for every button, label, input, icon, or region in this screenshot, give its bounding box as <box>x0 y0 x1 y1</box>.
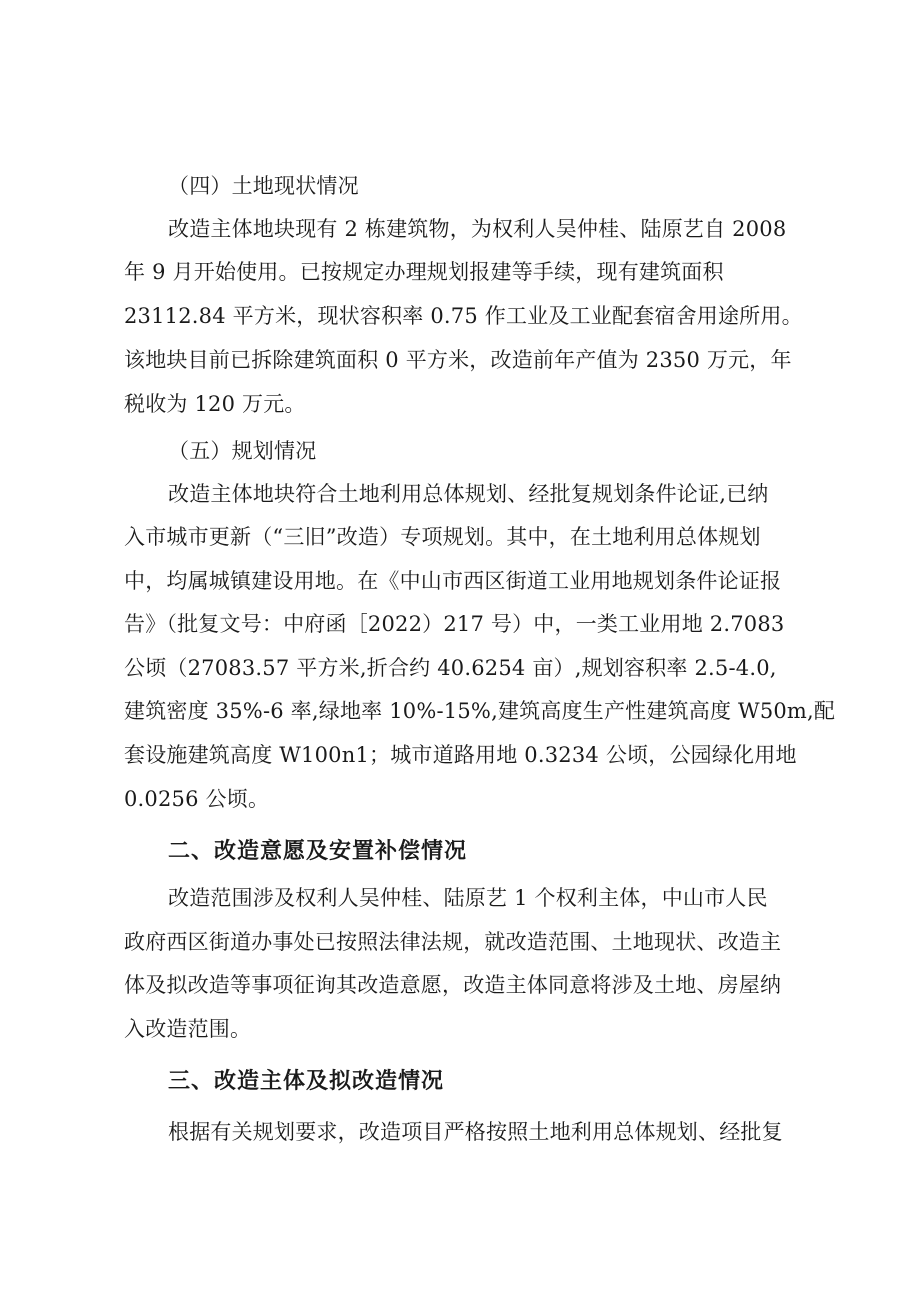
text-line: 入市城市更新（“三旧”改造）专项规划。其中，在土地利用总体规划 <box>124 525 761 549</box>
heading-text: 三、改造主体及拟改造情况 <box>168 1069 445 1094</box>
text-line: 改造范围涉及权利人吴仲桂、陆原艺 1 个权利主体，中山市人民 <box>168 886 768 910</box>
text-line: 政府西区街道办事处已按照法律法规，就改造范围、土地现状、改造主 <box>124 930 782 954</box>
text-line: 建筑密度 35%-6 率,绿地率 10%-15%,建筑高度生产性建筑高度 W50m,配 <box>124 699 836 723</box>
text-line: 税收为 120 万元。 <box>124 392 306 416</box>
text-line: 体及拟改造等事项征询其改造意愿，改造主体同意将涉及土地、房屋纳 <box>124 973 782 997</box>
text-line: 0.0256 公顷。 <box>124 787 270 811</box>
text-line: 该地块目前已拆除建筑面积 0 平方米，改造前年产值为 2350 万元，年 <box>124 348 792 372</box>
text-line: 根据有关规划要求，改造项目严格按照土地利用总体规划、经批复 <box>168 1120 783 1144</box>
text-line: 告》（批复文号：中府函［2022）217 号）中，一类工业用地 2.7083 <box>124 612 785 636</box>
text-line: 23112.84 平方米，现状容积率 0.75 作工业及工业配套宿舍用途所用。 <box>124 304 803 328</box>
text-line: 年 9 月开始使用。已按规定办理规划报建等手续，现有建筑面积 <box>124 260 724 284</box>
text-line: 改造主体地块符合土地利用总体规划、经批复规划条件论证,已纳 <box>168 482 769 506</box>
text-line: （五）规划情况 <box>168 439 317 463</box>
text-line: 中，均属城镇建设用地。在《中山市西区街道工业用地规划条件论证报 <box>124 569 782 593</box>
text-line: 改造主体地块现有 2 栋建筑物，为权利人吴仲桂、陆原艺自 2008 <box>168 217 787 241</box>
heading-text: 二、改造意愿及安置补偿情况 <box>168 839 468 864</box>
text-line: （四）土地现状情况 <box>168 174 359 198</box>
text-line: 入改造范围。 <box>124 1017 252 1041</box>
text-line: 套设施建筑高度 W100n1；城市道路用地 0.3234 公顷，公园绿化用地 <box>124 743 797 767</box>
text-line: 公顷（27083.57 平方米,折合约 40.6254 亩）,规划容积率 2.5-4.0, <box>124 656 777 680</box>
